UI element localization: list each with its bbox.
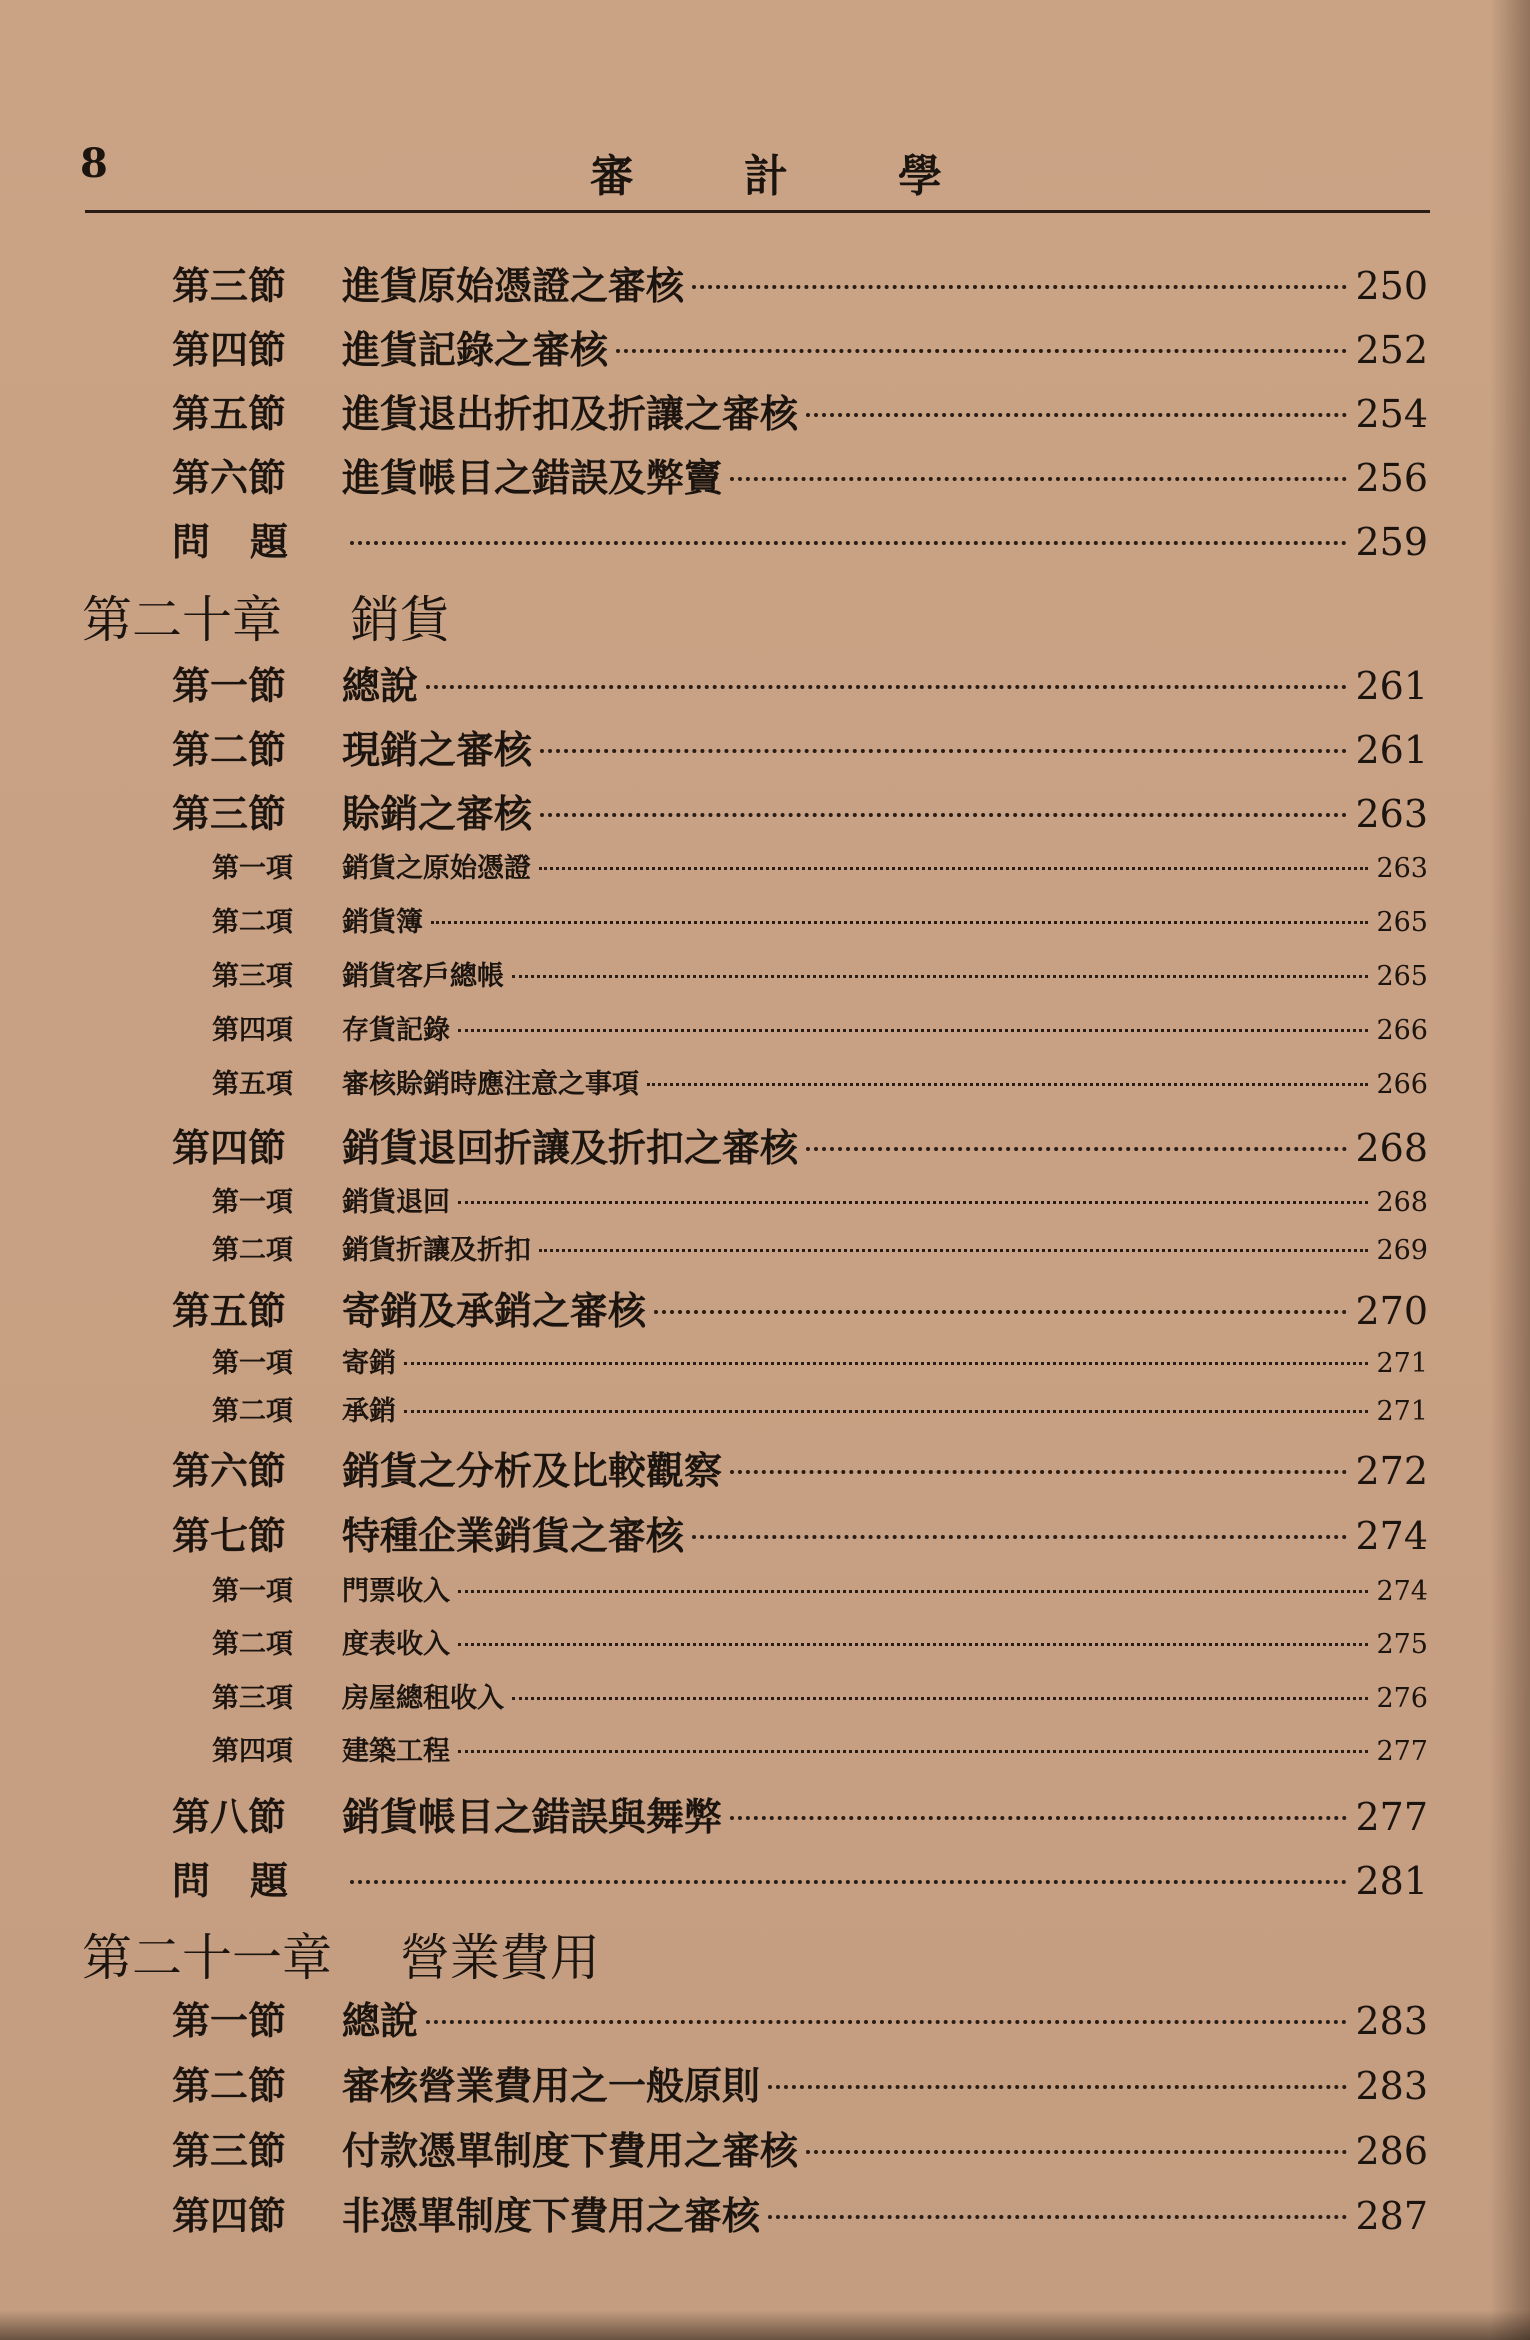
leader-dots: [431, 921, 1368, 924]
entry-title: 銷貨折讓及折扣: [342, 1235, 531, 1266]
entry-label: 第四項: [212, 1736, 293, 1767]
leader-dots: [350, 1880, 1347, 1884]
entry-title: 總說: [342, 663, 419, 708]
toc-subentry: [212, 1008, 1428, 1064]
entry-page: 271: [1376, 1396, 1428, 1427]
entry-label: 第二節: [172, 727, 287, 772]
entry-page: 250: [1355, 264, 1428, 308]
leader-dots: [458, 1590, 1368, 1593]
toc-subentry: [212, 846, 1428, 902]
running-header: [80, 140, 1430, 200]
chapter-heading: [82, 1918, 600, 1990]
leader-dots: [426, 685, 1347, 689]
entry-label: 第四節: [172, 327, 287, 372]
entry-label: 第二項: [212, 907, 293, 938]
entry-label: 問題: [172, 519, 329, 564]
toc-entry: [172, 719, 1428, 775]
entry-page: 286: [1355, 2129, 1428, 2173]
header-rule: [85, 210, 1430, 213]
entry-title: 總說: [342, 1998, 419, 2043]
entry-page: 263: [1355, 792, 1428, 836]
entry-page: 259: [1355, 520, 1428, 564]
leader-dots: [730, 1816, 1347, 1820]
toc-subentry: [212, 1676, 1428, 1732]
entry-page: 266: [1376, 1015, 1428, 1046]
entry-title: 進貨記錄之審核: [342, 327, 609, 372]
entry-page: 271: [1376, 1348, 1428, 1379]
entry-page: 283: [1355, 1999, 1428, 2043]
entry-page: 274: [1376, 1576, 1428, 1607]
entry-title: 非憑單制度下費用之審核: [342, 2193, 761, 2238]
entry-title: 進貨帳目之錯誤及弊竇: [342, 455, 723, 500]
toc-entry: [172, 1440, 1428, 1496]
leader-dots: [768, 2215, 1347, 2219]
entry-page: 287: [1355, 2194, 1428, 2238]
entry-title: 進貨退出折扣及折讓之審核: [342, 391, 799, 436]
leader-dots: [768, 2085, 1347, 2089]
entry-page: 266: [1376, 1069, 1428, 1100]
entry-page: 269: [1376, 1235, 1428, 1266]
leader-dots: [647, 1083, 1368, 1086]
chapter-label: 第二十一章: [82, 1929, 332, 1987]
leader-dots: [458, 1201, 1368, 1204]
entry-label: 第一項: [212, 1576, 293, 1607]
entry-title: 特種企業銷貨之審核: [342, 1513, 685, 1558]
leader-dots: [512, 1697, 1368, 1700]
entry-label: 第四項: [212, 1015, 293, 1046]
entry-label: 第五節: [172, 391, 287, 436]
entry-page: 268: [1376, 1187, 1428, 1218]
entry-label: 第七節: [172, 1513, 287, 1558]
toc-subentry: [212, 1062, 1428, 1118]
entry-page: 265: [1376, 961, 1428, 992]
toc-subentry: [212, 1622, 1428, 1678]
toc-entry: [172, 1786, 1428, 1842]
leader-dots: [616, 349, 1347, 353]
leader-dots: [458, 1750, 1368, 1753]
leader-dots: [692, 285, 1347, 289]
entry-title: 銷貨之原始憑證: [342, 853, 531, 884]
leader-dots: [806, 2150, 1347, 2154]
entry-page: 265: [1376, 907, 1428, 938]
entry-page: 283: [1355, 2064, 1428, 2108]
entry-title: 銷貨之分析及比較觀察: [342, 1448, 723, 1493]
entry-label: 第一節: [172, 663, 287, 708]
entry-title: 銷貨退回折讓及折扣之審核: [342, 1125, 799, 1170]
entry-label: 第六節: [172, 1448, 287, 1493]
leader-dots: [350, 541, 1347, 545]
toc-subentry: [212, 1569, 1428, 1625]
entry-page: 261: [1355, 728, 1428, 772]
leader-dots: [730, 1470, 1347, 1474]
leader-dots: [806, 1147, 1347, 1151]
entry-label: 第三節: [172, 263, 287, 308]
toc-entry: [172, 1280, 1428, 1336]
leader-dots: [458, 1643, 1368, 1646]
toc-entry: [172, 447, 1428, 503]
leader-dots: [539, 1249, 1368, 1252]
entry-title: 審核營業費用之一般原則: [342, 2063, 761, 2108]
toc-entry: [172, 319, 1428, 375]
entry-page: 276: [1376, 1683, 1428, 1714]
entry-page: 272: [1355, 1449, 1428, 1493]
entry-title: 寄銷: [342, 1348, 396, 1379]
toc-entry: [172, 2120, 1428, 2176]
entry-page: 263: [1376, 853, 1428, 884]
toc-entry-questions: [172, 1850, 1428, 1906]
entry-title: 門票收入: [342, 1576, 450, 1607]
entry-label: 第四節: [172, 2193, 287, 2238]
toc-entry: [172, 255, 1428, 311]
entry-page: 256: [1355, 456, 1428, 500]
entry-page: 252: [1355, 328, 1428, 372]
chapter-heading: [82, 580, 450, 652]
entry-page: 281: [1355, 1859, 1428, 1903]
entry-label: 第一項: [212, 853, 293, 884]
leader-dots: [426, 2020, 1347, 2024]
entry-label: 第三項: [212, 1683, 293, 1714]
entry-label: 第五節: [172, 1288, 287, 1333]
toc-subentry: [212, 1389, 1428, 1445]
chapter-title: 銷貨: [349, 591, 450, 649]
entry-title: 付款憑單制度下費用之審核: [342, 2128, 799, 2173]
entry-page: 268: [1355, 1126, 1428, 1170]
toc-entry: [172, 2055, 1428, 2111]
toc-subentry: [212, 954, 1428, 1010]
page-edge-shadow: [1490, 0, 1530, 2340]
entry-title: 審核賒銷時應注意之事項: [342, 1069, 639, 1100]
leader-dots: [654, 1310, 1347, 1314]
toc-entry: [172, 383, 1428, 439]
entry-page: 274: [1355, 1514, 1428, 1558]
leader-dots: [540, 813, 1347, 817]
entry-label: 第一節: [172, 1998, 287, 2043]
leader-dots: [539, 867, 1368, 870]
toc-entry: [172, 1505, 1428, 1561]
entry-label: 第五項: [212, 1069, 293, 1100]
entry-title: 銷貨帳目之錯誤與舞弊: [342, 1794, 723, 1839]
entry-label: 第三節: [172, 791, 287, 836]
toc-entry: [172, 783, 1428, 839]
chapter-title: 營業費用: [399, 1929, 600, 1987]
entry-page: 261: [1355, 664, 1428, 708]
page-bottom-shadow: [0, 2310, 1530, 2340]
entry-label: 第三項: [212, 961, 293, 992]
entry-label: 第八節: [172, 1794, 287, 1839]
entry-title: 銷貨客戶總帳: [342, 961, 504, 992]
page-number: 8: [80, 140, 108, 187]
entry-label: 第三節: [172, 2128, 287, 2173]
entry-page: 277: [1376, 1736, 1428, 1767]
leader-dots: [730, 477, 1347, 481]
toc-entry-questions: [172, 511, 1428, 567]
entry-page: 270: [1355, 1289, 1428, 1333]
entry-label: 第六節: [172, 455, 287, 500]
toc-subentry: [212, 900, 1428, 956]
leader-dots: [540, 749, 1347, 753]
entry-title: 賒銷之審核: [342, 791, 533, 836]
toc-subentry: [212, 1228, 1428, 1284]
entry-label: 第二項: [212, 1235, 293, 1266]
entry-title: 房屋總租收入: [342, 1683, 504, 1714]
leader-dots: [692, 1535, 1347, 1539]
leader-dots: [404, 1362, 1368, 1365]
entry-label: 第四節: [172, 1125, 287, 1170]
leader-dots: [404, 1410, 1368, 1413]
leader-dots: [512, 975, 1368, 978]
entry-title: 寄銷及承銷之審核: [342, 1288, 647, 1333]
entry-title: 度表收入: [342, 1629, 450, 1660]
toc-entry: [172, 1117, 1428, 1173]
entry-label: 第二項: [212, 1396, 293, 1427]
chapter-label: 第二十章: [82, 591, 282, 649]
entry-page: 254: [1355, 392, 1428, 436]
entry-title: 銷貨簿: [342, 907, 423, 938]
entry-page: 275: [1376, 1629, 1428, 1660]
entry-label: 第一項: [212, 1348, 293, 1379]
leader-dots: [458, 1029, 1368, 1032]
entry-label: 第二項: [212, 1629, 293, 1660]
entry-title: 承銷: [342, 1396, 396, 1427]
entry-label: 第一項: [212, 1187, 293, 1218]
book-title: 審計學: [590, 151, 1052, 202]
toc-subentry: [212, 1729, 1428, 1785]
entry-title: 存貨記錄: [342, 1015, 450, 1046]
entry-title: 現銷之審核: [342, 727, 533, 772]
entry-page: 277: [1355, 1795, 1428, 1839]
toc-entry: [172, 2185, 1428, 2241]
toc-entry: [172, 1990, 1428, 2046]
toc-entry: [172, 655, 1428, 711]
entry-label: 問題: [172, 1858, 329, 1903]
entry-label: 第二節: [172, 2063, 287, 2108]
entry-title: 進貨原始憑證之審核: [342, 263, 685, 308]
entry-title: 銷貨退回: [342, 1187, 450, 1218]
leader-dots: [806, 413, 1347, 417]
entry-title: 建築工程: [342, 1736, 450, 1767]
